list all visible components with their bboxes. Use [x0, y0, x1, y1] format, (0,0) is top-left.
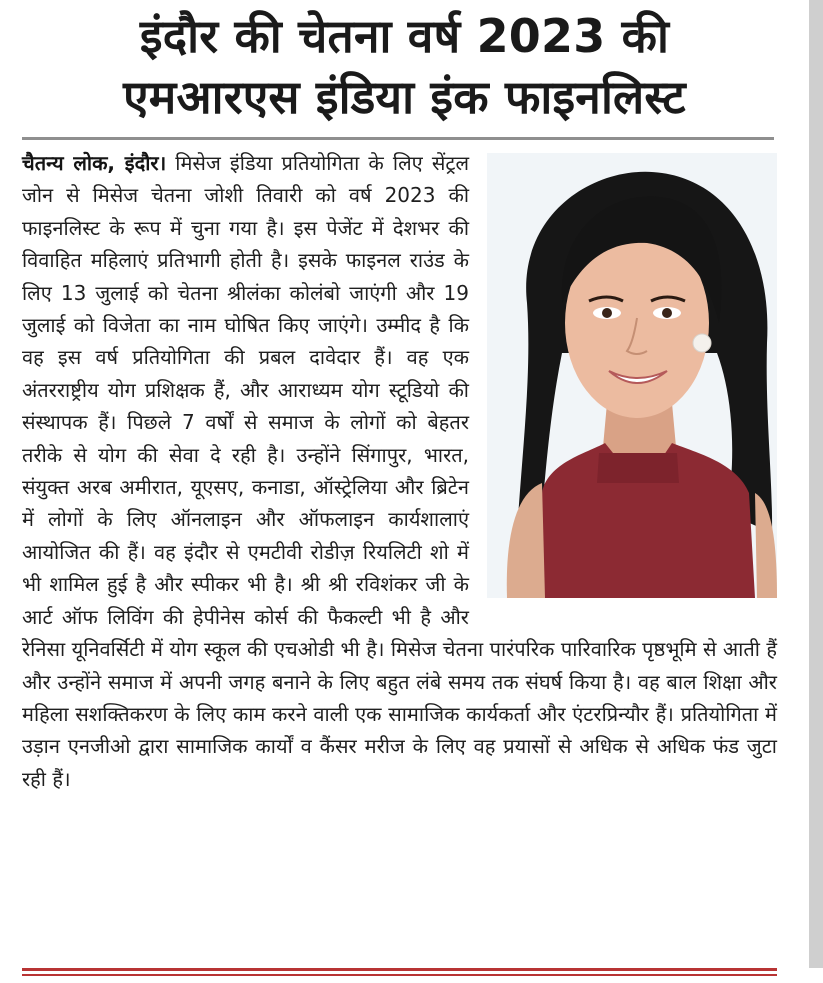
headline-line-2: एमआरएस इंडिया इंक फाइनलिस्ट	[123, 70, 686, 124]
article-text: मिसेज इंडिया प्रतियोगिता के लिए सेंट्रल जोन से मिसेज चेतना जोशी तिवारी को वर्ष 2023 की फाइनलिस्ट के रूप में चुना गया है। इस पेजेंट में देशभर की विवाहित महिलाएं प्रतिभागी होती है। इसके फाइनल राउंड के लिए 13 जुलाई को चेतना श्रीलंका कोलंबो जाएंगी और 19 जुलाई को विजेता का नाम घोषित किए जाएंगे। उम्मीद है कि वह इस वर्ष प्रतियोगिता की प्रबल दावेदार हैं। वह एक अंतरराष्ट्रीय योग प्रशिक्षक हैं, और आराध्यम योग स्टूडियो की संस्थापक हैं। पिछले 7 वर्षों से समाज के लोगों को बेहतर तरीके से योग की सेवा दे रही है। उन्होंने सिंगापुर, भारत, संयुक्त अरब अमीरात, यूएसए, कनाडा, ऑस्ट्रेलिया और ब्रिटेन में लोगों के लिए ऑनलाइन और ऑफलाइन कार्यशालाएं आयोजित की हैं। वह इंदौर से एमटीवी रोडीज़ रियलिटी शो में भी शामिल हुई है और स्पीकर भी है। श्री श्री रविशंकर जी के आर्ट ऑफ लिविंग की हेपीनेस कोर्स की फैकल्टी भी है और रेनिसा यूनिवर्सिटी में योग स्कूल की एचओडी भी है। मिसेज चेतना पारंपरिक पारिवारिक पृष्ठभूमि से आती हैं और उन्होंने समाज में अपनी जगह बनाने के लिए बहुत लंबे समय तक संघर्ष किया है। वह बाल शिक्षा और महिला सशक्तिकरण के लिए काम करने वाली एक सामाजिक कार्यकर्ता और एंटरप्रिन्यौर हैं। प्रतियोगिता में उड़ान एनजीओ द्वारा सामाजिक कार्यों व कैंसर मरीज के लिए वह प्रयासों से अधिक से अधिक फंड जुटा रही हैं।	[22, 151, 777, 791]
page-edge-shadow	[809, 0, 823, 968]
article-body	[22, 147, 777, 795]
footer-rule-top	[22, 968, 777, 971]
headline	[0, 6, 809, 128]
dateline: चैतन्य लोक, इंदौर।	[22, 151, 167, 175]
portrait-photo	[487, 153, 777, 598]
headline-divider	[22, 137, 774, 140]
headline-line-1: इंदौर की चेतना वर्ष 2023 की	[139, 9, 670, 63]
footer-rule-bottom	[22, 974, 777, 976]
